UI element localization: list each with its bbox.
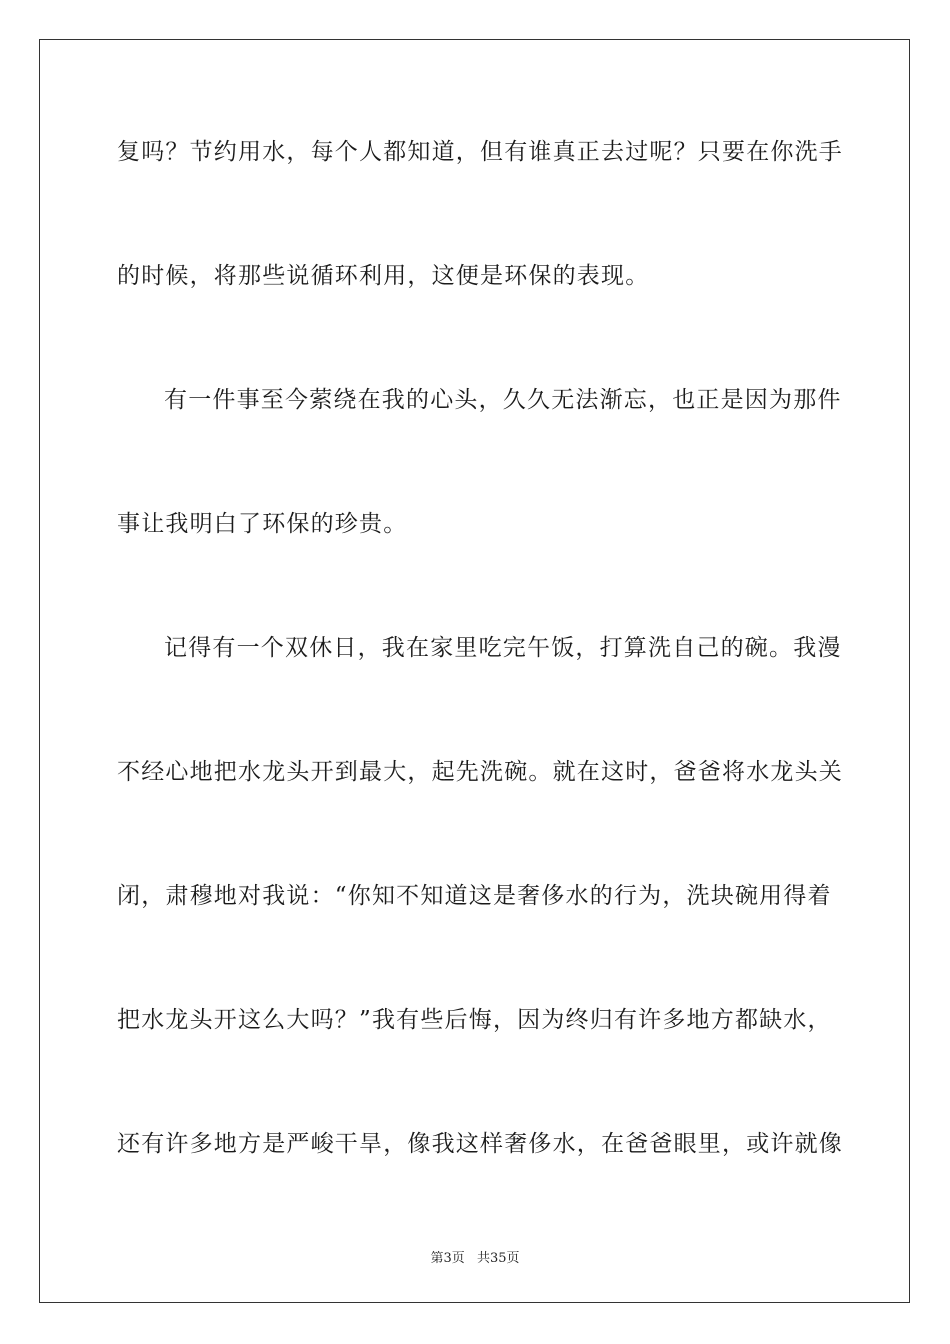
paragraph-line-7: 闭，肃穆地对我说：“你知不知道这是奢侈水的行为，洗块碗用得着 bbox=[117, 883, 832, 909]
page-number: 第3页 bbox=[430, 1251, 465, 1266]
paragraph-line-5: 记得有一个双休日，我在家里吃完午饭，打算洗自己的碗。我漫 bbox=[164, 635, 842, 661]
paragraph-line-6: 不经心地把水龙头开到最大，起先洗碗。就在这时，爸爸将水龙头关 bbox=[117, 759, 843, 785]
paragraph-line-4: 事让我明白了环保的珍贵。 bbox=[117, 511, 408, 537]
paragraph-line-8: 把水龙头开这么大吗？”我有些后悔，因为终归有许多地方都缺水， bbox=[117, 1007, 832, 1033]
paragraph-line-2: 的时候，将那些说循环利用，这便是环保的表现。 bbox=[117, 263, 650, 289]
paragraph-line-1: 复吗？节约用水，每个人都知道，但有谁真正去过呢？只要在你洗手 bbox=[117, 139, 843, 165]
paragraph-line-3: 有一件事至今萦绕在我的心头，久久无法渐忘，也正是因为那件 bbox=[164, 387, 842, 413]
page-border bbox=[39, 39, 910, 1303]
paragraph-line-9: 还有许多地方是严峻干旱，像我这样奢侈水，在爸爸眼里，或许就像 bbox=[117, 1131, 843, 1157]
page-total: 共35页 bbox=[476, 1251, 520, 1266]
page-footer bbox=[0, 1247, 950, 1266]
